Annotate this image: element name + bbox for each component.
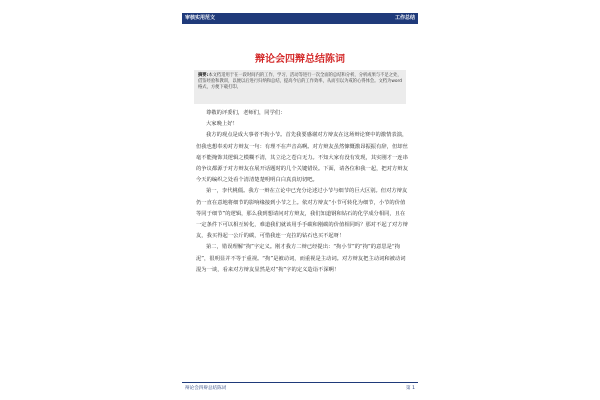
greeting-paragraph: 大家晚上好！ xyxy=(206,121,238,128)
document-page xyxy=(182,13,418,394)
abstract-box xyxy=(194,70,406,104)
salutation-paragraph: 尊敬的评委们，老师们，同学们： xyxy=(206,110,286,116)
document-header-bar xyxy=(182,13,418,24)
document-footer-bar xyxy=(182,382,418,394)
footer-left-label: 辩论会四辩总结陈词 xyxy=(185,386,227,391)
document-title: 辩论会四辩总结陈词 xyxy=(255,54,345,65)
document-body xyxy=(196,108,408,276)
body-paragraph: 第一，李代桃僵。我方一辩在立论中已充分论述过小节与细节的巨大区别。但对方辩友仍一直在意地将细节的影响缘接到小节之上。依对方辩友“小节可转化为细节，小节的价值等同于细节”的逻辑，那么我到想请问对方辩友，我们知道钢和钻石的化学成分相同，且在一定条件下可以相互转化，难道我们就该用手手碳和刚碳的价值相同吗？那对不起了对方辩友，我买得起一公斤的碳，可惜我连一克拉的钻石也买不起呀！ xyxy=(196,188,408,240)
abstract-text: 本文档适用于在一段时间内的工作、学习、活动等进行一次全面的总结和分析，分析成果与不足之处，借鉴经验和教训，以便以后进行归纳和总结，提高今后的工作效率，从而引以为戒的心得体会。文档为word格式，方便下载打印。 xyxy=(198,73,402,90)
header-right-label: 工作总结 xyxy=(394,15,415,21)
page-number: 第 1 xyxy=(406,386,415,391)
abstract-label: 摘要: xyxy=(198,73,209,78)
body-paragraph: 第二，错误理解“拘”字定义。刚才我方二辩已经提出：“拘小节”的“拘”的意思是“拘泥”，很明显并不等于重视。“拘”是被动词，而重视是主动词。对方辩友把主动词和被动词混为一谈，看来对方辩友显然是对“拘”字的定义造诣不深啊！ xyxy=(196,244,406,273)
body-paragraph: 我方的观点是成大事者不拘小节。首先我要感谢对方辩友在这场辩论赛中的激情表演，但我也想奉劝对方辩友一句：有理不在声音高啊。对方辩友虽然慷慨激昂振振有辞，但却丝毫不能掩饰其逻辑之模糊不清，其立论之苍白无力。不知大家有没有发现，其实刚才一连串的争议都源于对方辩友在展开话题时的几个关键错误。下面，请各位和我一起，把对方辩友今天的编织之处看个清清楚楚明明白白真真切切吧。 xyxy=(196,132,408,184)
header-left-label: 审核实用范文 xyxy=(185,15,216,21)
